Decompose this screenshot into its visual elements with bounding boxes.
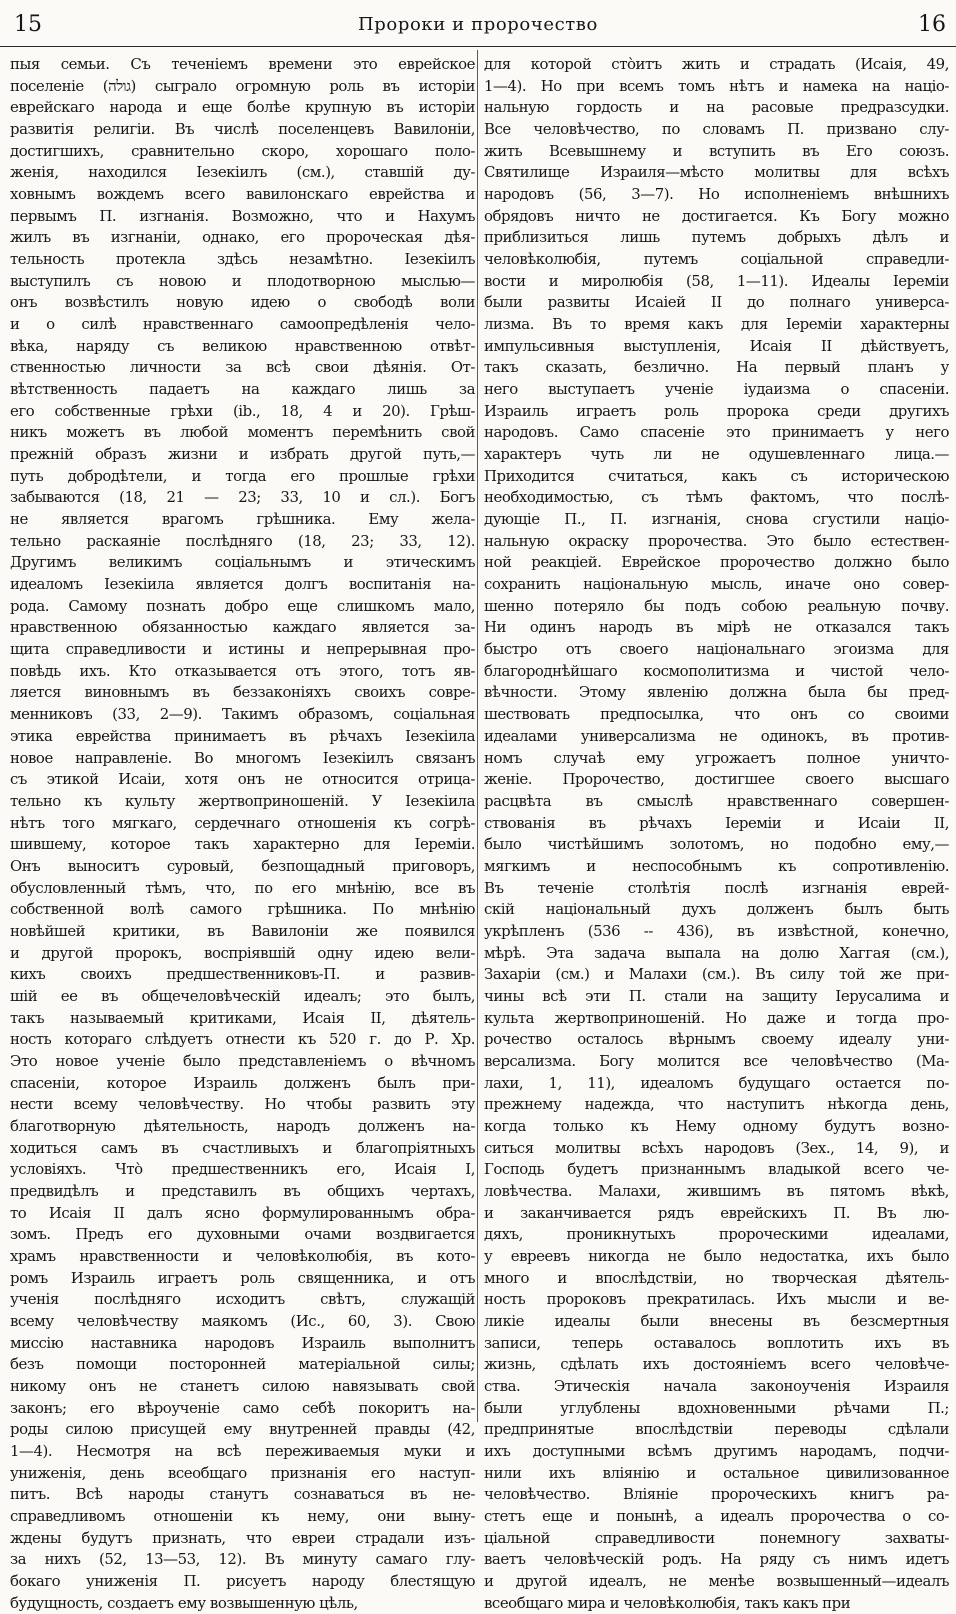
text-line: предпринятые впослѣдствіи переводы сдѣлали — [484, 1420, 949, 1439]
text-line: Другимъ великимъ соціальнымъ и этическимъ — [10, 553, 475, 572]
text-line: ваетъ человѣческій родъ. На ряду съ нимъ идетъ — [484, 1550, 949, 1569]
text-line: новое направленіе. Во многомъ Іезекіилъ связанъ — [10, 748, 475, 767]
text-line: съ этикой Исаіи, хотя онъ не относится отрица- — [10, 770, 475, 789]
text-line: чины всѣ эти П. стали на защиту Іерусалима и — [484, 986, 949, 1005]
text-line: идеалами универсализма не одинокъ, въ против- — [484, 726, 949, 745]
text-line: тельно раскаяніе послѣдняго (18, 23; 33, 12). — [10, 531, 475, 550]
text-line: тельность протекла здѣсь незамѣтно. Іезекіилъ — [10, 250, 475, 269]
text-line: выступилъ съ новою и плодотворною мыслью— — [10, 271, 475, 290]
text-line: прежнему надежда, что наступитъ нѣкогда день, — [484, 1095, 949, 1114]
text-line: униженія, день всеобщаго признанія его наступ- — [10, 1463, 475, 1482]
text-line: ляется виновнымъ въ беззаконіяхъ своихъ совре- — [10, 683, 475, 702]
text-line: приблизиться лишь путемъ добрыхъ дѣлъ и — [484, 228, 949, 247]
text-line: много и впослѣдствіи, но творческая дѣятель- — [484, 1268, 949, 1287]
text-line: его собственные грѣхи (ib., 18, 4 и 20). Грѣш- — [10, 401, 475, 420]
text-line: предвидѣлъ и представилъ въ общихъ чертахъ, — [10, 1181, 475, 1200]
text-line: ность пророковъ прекратилась. Ихъ мысли и ве- — [484, 1290, 949, 1309]
text-line: народовъ (56, 3—7). Но исполненіемъ внѣшнихъ — [484, 185, 949, 204]
text-line: условіяхъ. Что̀ предшественникъ его, Исаія I, — [10, 1160, 475, 1179]
text-line: Приходится считаться, какъ съ историческою — [484, 466, 949, 485]
text-line: необходимостью, съ тѣмъ фактомъ, что послѣ- — [484, 488, 949, 507]
text-line: культа жертвоприношеній. Но даже и тогда про- — [484, 1008, 949, 1027]
text-line: ждены будутъ признать, что евреи страдали изъ- — [10, 1528, 475, 1547]
text-line: первымъ П. изгнанія. Возможно, что и Нахумъ — [10, 206, 475, 225]
running-title: Пророки и пророчество — [358, 14, 598, 35]
text-line: шенно потеряло бы подъ собою реальную почву. — [484, 596, 949, 615]
text-line: и другой пророкъ, воспріявшій одну идею вели- — [10, 943, 475, 962]
text-line: было чистѣйшимъ золотомъ, но подобно ему,— — [484, 835, 949, 854]
text-line: роды силою присущей ему внутренней правды (42, — [10, 1420, 475, 1439]
text-line: то Исаія II далъ ясно формулированнымъ обра- — [10, 1203, 475, 1222]
text-line: благороднѣйшаго космополитизма и чистой чело- — [484, 661, 949, 680]
text-line: вости и миролюбія (58, 1—11). Идеалы Іереміи — [484, 271, 949, 290]
text-line: Святилище Израиля—мѣсто молитвы для всѣхъ — [484, 163, 949, 182]
text-line: вѣка, наряду съ великою нравственною отвѣт- — [10, 336, 475, 355]
text-line: рода. Самому познать добро еще слишкомъ мало, — [10, 596, 475, 615]
text-line: рочество осталось вѣрнымъ своему идеалу уни- — [484, 1030, 949, 1049]
text-line: щита справедливости и истины и непрерывная про- — [10, 640, 475, 659]
text-line: не является врагомъ грѣшника. Ему желa- — [10, 510, 475, 529]
text-line: такъ сказать, безлично. На первый планъ у — [484, 358, 949, 377]
text-line: укрѣпленъ (536 -- 436), въ извѣстной, конечно, — [484, 921, 949, 940]
text-line: кихъ своихъ предшественниковъ-П. и развив- — [10, 965, 475, 984]
text-line: ствованія въ рѣчахъ Іереміи и Исаіи II, — [484, 813, 949, 832]
running-header — [0, 0, 956, 47]
text-line: ственностью личности за всѣ свои дѣянія. От- — [10, 358, 475, 377]
text-line: нили ихъ вліянію и остальное цивилизованное — [484, 1463, 949, 1482]
text-line: еврейскаго народа и еще болѣе крупную въ исторіи — [10, 98, 475, 117]
text-line: поселеніе (גולה) сыграло огромную роль въ исторіи — [10, 76, 475, 95]
text-line: человѣчество. Вліяніе пророческихъ книгъ ра- — [484, 1485, 949, 1504]
text-line: женія, находился Іезекіилъ (см.), ставшій ду- — [10, 163, 475, 182]
text-line: и другой идеалъ, не менѣе возвышенный—идеалъ — [484, 1572, 949, 1591]
text-line: Онъ выноситъ суровый, безпощадный приговоръ, — [10, 856, 475, 875]
text-line: нѣтъ того мягкаго, сердечнаго отношенія къ согрѣ- — [10, 813, 475, 832]
text-line: Захаріи (см.) и Малахи (см.). Въ силу той же при- — [484, 965, 949, 984]
text-line: за нихъ (52, 13—53, 12). Въ минуту самаго глу- — [10, 1550, 475, 1569]
text-line: него выступаетъ ученіе іудаизма о спасеніи. — [484, 380, 949, 399]
text-line: жилъ въ изгнаніи, однако, его пророческая дѣя- — [10, 228, 475, 247]
text-line: Ни одинъ народъ въ мірѣ не отказался такъ — [484, 618, 949, 637]
text-line: вѣтственность падаетъ на каждаго лишь за — [10, 380, 475, 399]
text-line: никому онъ не станетъ силою навязывать свой — [10, 1376, 475, 1395]
text-line: Это новое ученіе было представленіемъ о вѣчномъ — [10, 1051, 475, 1070]
text-line: миссію наставника народовъ Израиль выполнитъ — [10, 1333, 475, 1352]
text-line: законъ; его вѣроученіе само себѣ покоритъ на- — [10, 1398, 475, 1417]
text-line: шествовать предпосылка, что онъ со своими — [484, 705, 949, 724]
text-line: ходиться самъ въ счастливыхъ и благопріятныхъ — [10, 1138, 475, 1157]
text-line: версализма. Богу молится все человѣчество (Ма- — [484, 1051, 949, 1070]
text-line: онъ возвѣстилъ новую идею о свободѣ воли — [10, 293, 475, 312]
text-line: ность котораго слѣдуетъ отнести къ 520 г. до Р. Хр. — [10, 1030, 475, 1049]
text-line: зомъ. Предъ его духовными очами воздвигается — [10, 1225, 475, 1244]
text-line: и о силѣ нравственнаго самоопредѣленія чело- — [10, 315, 475, 334]
text-line: повѣдь ихъ. Кто отказывается отъ этого, тотъ яв- — [10, 661, 475, 680]
text-line: бокаго униженія П. рисуетъ народу блестящую — [10, 1572, 475, 1591]
text-line: скій національный духъ долженъ былъ быть — [484, 900, 949, 919]
text-line: жить Всевышнему и вступить въ Его союзъ. — [484, 141, 949, 160]
text-line: идеаломъ Іезекіила является долгъ воспитанія на- — [10, 575, 475, 594]
text-line: дующіе П., П. изгнанія, снова сгустили націо- — [484, 510, 949, 529]
right-column — [484, 54, 949, 1614]
text-line: менниковъ (33, 2—9). Такимъ образомъ, соціальная — [10, 705, 475, 724]
text-line: ученія послѣдняго исходитъ свѣтъ, служащій — [10, 1290, 475, 1309]
text-line: мѣрѣ. Эта задача выпала на долю Хаггая (см.), — [484, 943, 949, 962]
text-line: лахи, 1, 11), идеаломъ будущаго остается по- — [484, 1073, 949, 1092]
text-line: никъ можетъ въ любой моментъ перемѣнить свой — [10, 423, 475, 442]
text-line: ситься молитвы всѣхъ народовъ (Зех., 14, 9), и — [484, 1138, 949, 1157]
text-line: обрядовъ ничто не достигается. Къ Богу можно — [484, 206, 949, 225]
left-column — [10, 54, 475, 1614]
text-line: быстро отъ своего національнаго эгоизма для — [484, 640, 949, 659]
text-line: питъ. Всѣ народы станутъ сознаваться въ не- — [10, 1485, 475, 1504]
text-line: ликіе идеалы были внесены въ безсмертныя — [484, 1311, 949, 1330]
text-line: такъ называемый критиками, Исаія II, дѣятель- — [10, 1008, 475, 1027]
text-line: благотворную дѣятельность, народъ долженъ на- — [10, 1116, 475, 1135]
text-line: всеобщаго мира и человѣколюбія, такъ какъ при — [484, 1593, 851, 1612]
text-line: характеръ чуть ли не одушевленнаго лица.— — [484, 445, 949, 464]
text-line: лизма. Въ то время какъ для Іереміи характерны — [484, 315, 949, 334]
text-line: пыя семьи. Съ теченіемъ времени это еврейское — [10, 55, 475, 73]
text-line: спасеніи, которое Израиль долженъ былъ при- — [10, 1073, 475, 1092]
text-line: безъ помощи посторонней матеріальной силы; — [10, 1355, 475, 1374]
text-line: собственной волѣ самого грѣшника. По мнѣнію — [10, 900, 475, 919]
text-line: ловѣчества. Малахи, жившимъ въ пятомъ вѣкѣ, — [484, 1181, 949, 1200]
text-line: всему человѣчеству маякомъ (Ис., 60, 3). Свою — [10, 1311, 475, 1330]
column-divider — [477, 50, 478, 1422]
text-line: ства. Этическія начала законоученія Израиля — [484, 1376, 949, 1395]
text-line: сохранить національную мысль, иначе оно совер- — [484, 575, 949, 594]
text-line: развитія религіи. Въ числѣ поселенцевъ Вавилоніи, — [10, 120, 475, 139]
text-line: прежній образъ жизни и избрать другой путь,— — [10, 445, 475, 464]
text-line: храмъ нравственности и человѣколюбія, въ кото- — [10, 1246, 475, 1265]
text-line: у евреевъ никогда не было недостатка, ихъ было — [484, 1246, 949, 1265]
text-line: нести всему человѣчеству. Но чтобы развить эту — [10, 1095, 475, 1114]
text-line: ціальной справедливости понемногу захваты- — [484, 1528, 949, 1547]
text-line: Израиль играетъ роль пророка среди другихъ — [484, 401, 949, 420]
text-line: 1—4). Но при всемъ томъ нѣтъ и намека на націо- — [484, 76, 949, 95]
text-line: были развиты Исаіей II до полнаго универса- — [484, 293, 949, 312]
text-line: человѣколюбія, путемъ соціальной справедли- — [484, 250, 949, 269]
text-line: этика еврейства принимаетъ въ рѣчахъ Іезекіила — [10, 726, 475, 745]
text-line: стетъ еще и понынѣ, а идеалъ пророчества о со- — [484, 1507, 949, 1526]
text-line: ной реакціей. Еврейское пророчество должно было — [484, 553, 949, 572]
text-line: импульсивныя выступленія, Исаія II дѣйствуетъ, — [484, 336, 949, 355]
text-line: дяхъ, проникнутыхъ пророческими идеалами, — [484, 1225, 949, 1244]
text-line: будущность, создаетъ ему возвышенную цѣль, — [10, 1593, 358, 1612]
text-line: нальную гордость и на расовые предразсудки. — [484, 98, 949, 117]
text-line: Въ теченіе столѣтія послѣ изгнанія еврей- — [484, 878, 949, 897]
text-line: были углублены вдохновенными рѣчами П.; — [484, 1398, 949, 1417]
text-line: обусловленный тѣмъ, что, по его мнѣнію, все въ — [10, 878, 475, 897]
text-line: вѣчности. Этому явленію должна была бы пред- — [484, 683, 949, 702]
text-line: ихъ доступными всѣмъ другимъ народамъ, подчи- — [484, 1442, 949, 1460]
text-line: забываются (18, 21 — 23; 33, 10 и сл.). Богъ — [10, 488, 475, 507]
text-line: мягкимъ и неспособнымъ къ сопротивленію. — [484, 856, 949, 875]
text-line: жизнь, сдѣлать ихъ достояніемъ всего человѣче- — [484, 1355, 949, 1374]
text-line: расцвѣта въ смыслѣ нравственнаго совершен- — [484, 791, 949, 810]
text-line: шившему, которое такъ характерно для Іереміи. — [10, 835, 475, 854]
text-line: справедливомъ отношеніи къ нему, они выну- — [10, 1507, 475, 1526]
text-line: народовъ. Само спасеніе это принимаетъ у него — [484, 423, 949, 442]
text-line: записи, теперь оставалось воплотить ихъ въ — [484, 1333, 949, 1352]
text-line: путь добродѣтели, и тогда его прошлые грѣхи — [10, 466, 475, 485]
text-line: женіе. Пророчество, достигшее своего высшаго — [484, 770, 949, 789]
text-line: для которой сто̀итъ жить и страдать (Исаія, 49, — [484, 55, 949, 73]
text-line: новѣйшей критики, въ Вавилоніи же появился — [10, 921, 475, 940]
page-number-right: 16 — [918, 12, 946, 37]
text-line: когда только къ Нему одному будутъ возно- — [484, 1116, 949, 1135]
page-number-left: 15 — [14, 12, 42, 37]
text-line: достигшихъ, сравнительно скоро, хорошаго поло- — [10, 141, 475, 160]
text-line: нальную окраску пророчества. Это было естествен- — [484, 531, 949, 550]
text-line: номъ случаѣ ему угрожаетъ полное уничто- — [484, 748, 949, 767]
text-line: 1—4). Несмотря на всѣ переживаемыя муки и — [10, 1442, 475, 1460]
text-line: шій ее въ общечеловѣческій идеалъ; это былъ, — [10, 986, 475, 1005]
text-line: ховнымъ вождемъ всего вавилонскаго еврейства и — [10, 185, 475, 204]
text-line: Господь будетъ признаннымъ владыкой всего че- — [484, 1160, 949, 1179]
text-line: нравственною обязанностью каждаго является за- — [10, 618, 475, 637]
text-line: Все человѣчество, по словамъ П. призвано слу- — [484, 120, 949, 139]
text-line: тельно къ культу жертвоприношеній. У Іезекіила — [10, 791, 475, 810]
text-line: и заканчивается рядъ еврейскихъ П. Въ лю- — [484, 1203, 949, 1222]
text-line: ромъ Израиль играетъ роль священника, и отъ — [10, 1268, 475, 1287]
